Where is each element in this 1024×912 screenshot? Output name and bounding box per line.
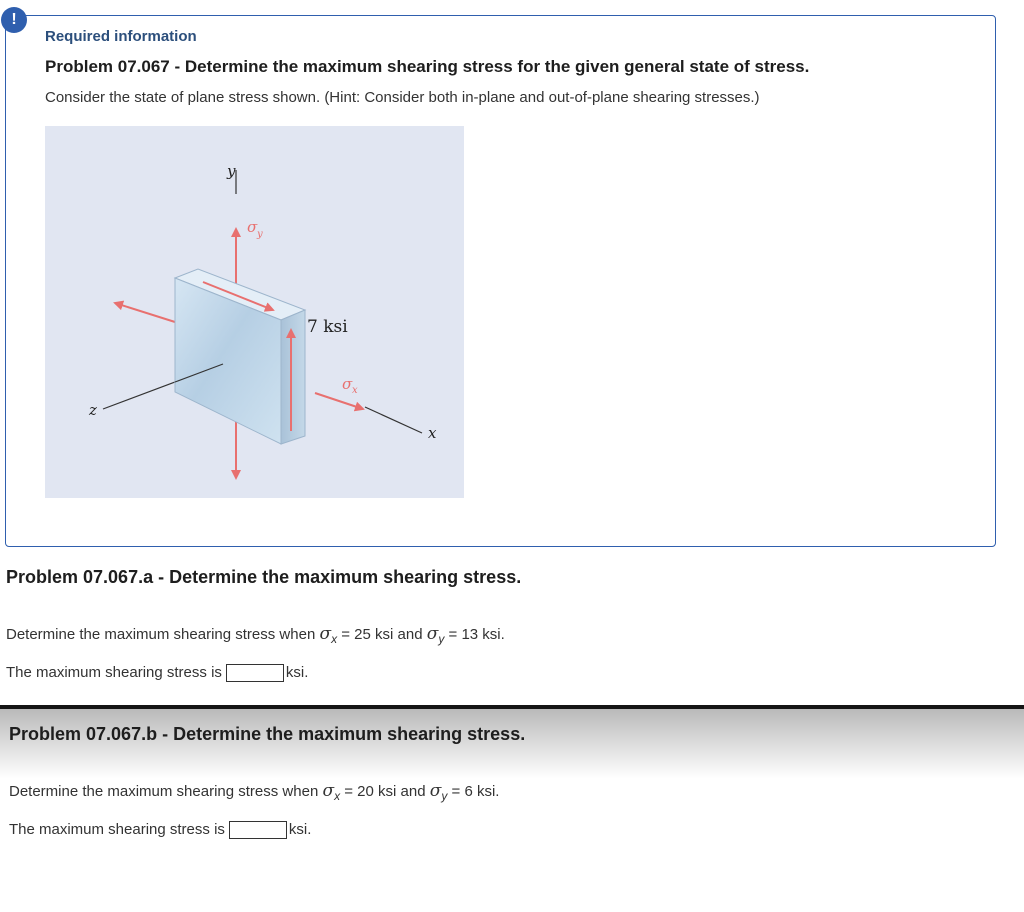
part-a-value-y: = 13 ksi. xyxy=(448,626,505,643)
part-b-prompt xyxy=(9,781,499,801)
sigma-y-subscript: y xyxy=(257,229,263,240)
sigma-y-subscript: y xyxy=(441,789,448,803)
sigma-x-left-arrow xyxy=(115,303,175,322)
problem-title: Problem 07.067 - Determine the maximum shearing stress for the given general state of stress. xyxy=(45,57,810,76)
part-a-prompt-start: Determine the maximum shearing stress when xyxy=(6,626,316,643)
sigma-x-subscript: x xyxy=(334,789,341,803)
part-b-prompt-start: Determine the maximum shearing stress when xyxy=(9,783,319,800)
sigma-y-symbol: σ xyxy=(426,624,439,644)
stress-element-diagram xyxy=(45,126,464,498)
part-b-answer-row xyxy=(9,821,311,839)
x-axis-label: x xyxy=(428,424,437,442)
part-a-answer-row xyxy=(6,664,308,682)
part-b-answer-input[interactable] xyxy=(229,821,287,839)
sigma-y-subscript: y xyxy=(438,632,445,646)
part-b-answer-label: The maximum shearing stress is xyxy=(9,821,225,838)
sigma-x-symbol: σ xyxy=(319,624,332,644)
z-axis-label: z xyxy=(89,401,97,419)
part-b-unit: ksi. xyxy=(288,821,312,838)
shear-value-label: 7 ksi xyxy=(307,317,348,337)
y-axis-label: y xyxy=(227,162,236,180)
sigma-x-symbol: σ xyxy=(342,375,353,393)
part-a-prompt xyxy=(6,624,505,644)
part-b-title: Problem 07.067.b - Determine the maximum shearing stress. xyxy=(9,724,526,744)
part-b-value-x: = 20 ksi and xyxy=(344,783,426,800)
part-a-unit: ksi. xyxy=(285,664,309,681)
sigma-y-symbol: σ xyxy=(247,218,258,236)
required-info-heading: Required information xyxy=(45,28,197,45)
sigma-x-subscript: x xyxy=(352,385,358,396)
part-a-answer-input[interactable] xyxy=(226,664,284,682)
x-axis xyxy=(365,407,422,433)
sigma-y-symbol: σ xyxy=(429,781,442,801)
sigma-x-symbol: σ xyxy=(322,781,335,801)
block-side-face xyxy=(281,310,305,444)
stress-element-figure xyxy=(45,126,464,498)
sigma-x-subscript: x xyxy=(331,632,338,646)
alert-icon: ! xyxy=(1,7,27,33)
part-a-value-x: = 25 ksi and xyxy=(341,626,423,643)
part-a-title: Problem 07.067.a - Determine the maximum shearing stress. xyxy=(6,567,522,587)
part-a-answer-label: The maximum shearing stress is xyxy=(6,664,222,681)
part-b-value-y: = 6 ksi. xyxy=(451,783,500,800)
problem-description: Consider the state of plane stress shown. (Hint: Consider both in-plane and out-of-plane shearing stresses.) xyxy=(45,89,760,106)
